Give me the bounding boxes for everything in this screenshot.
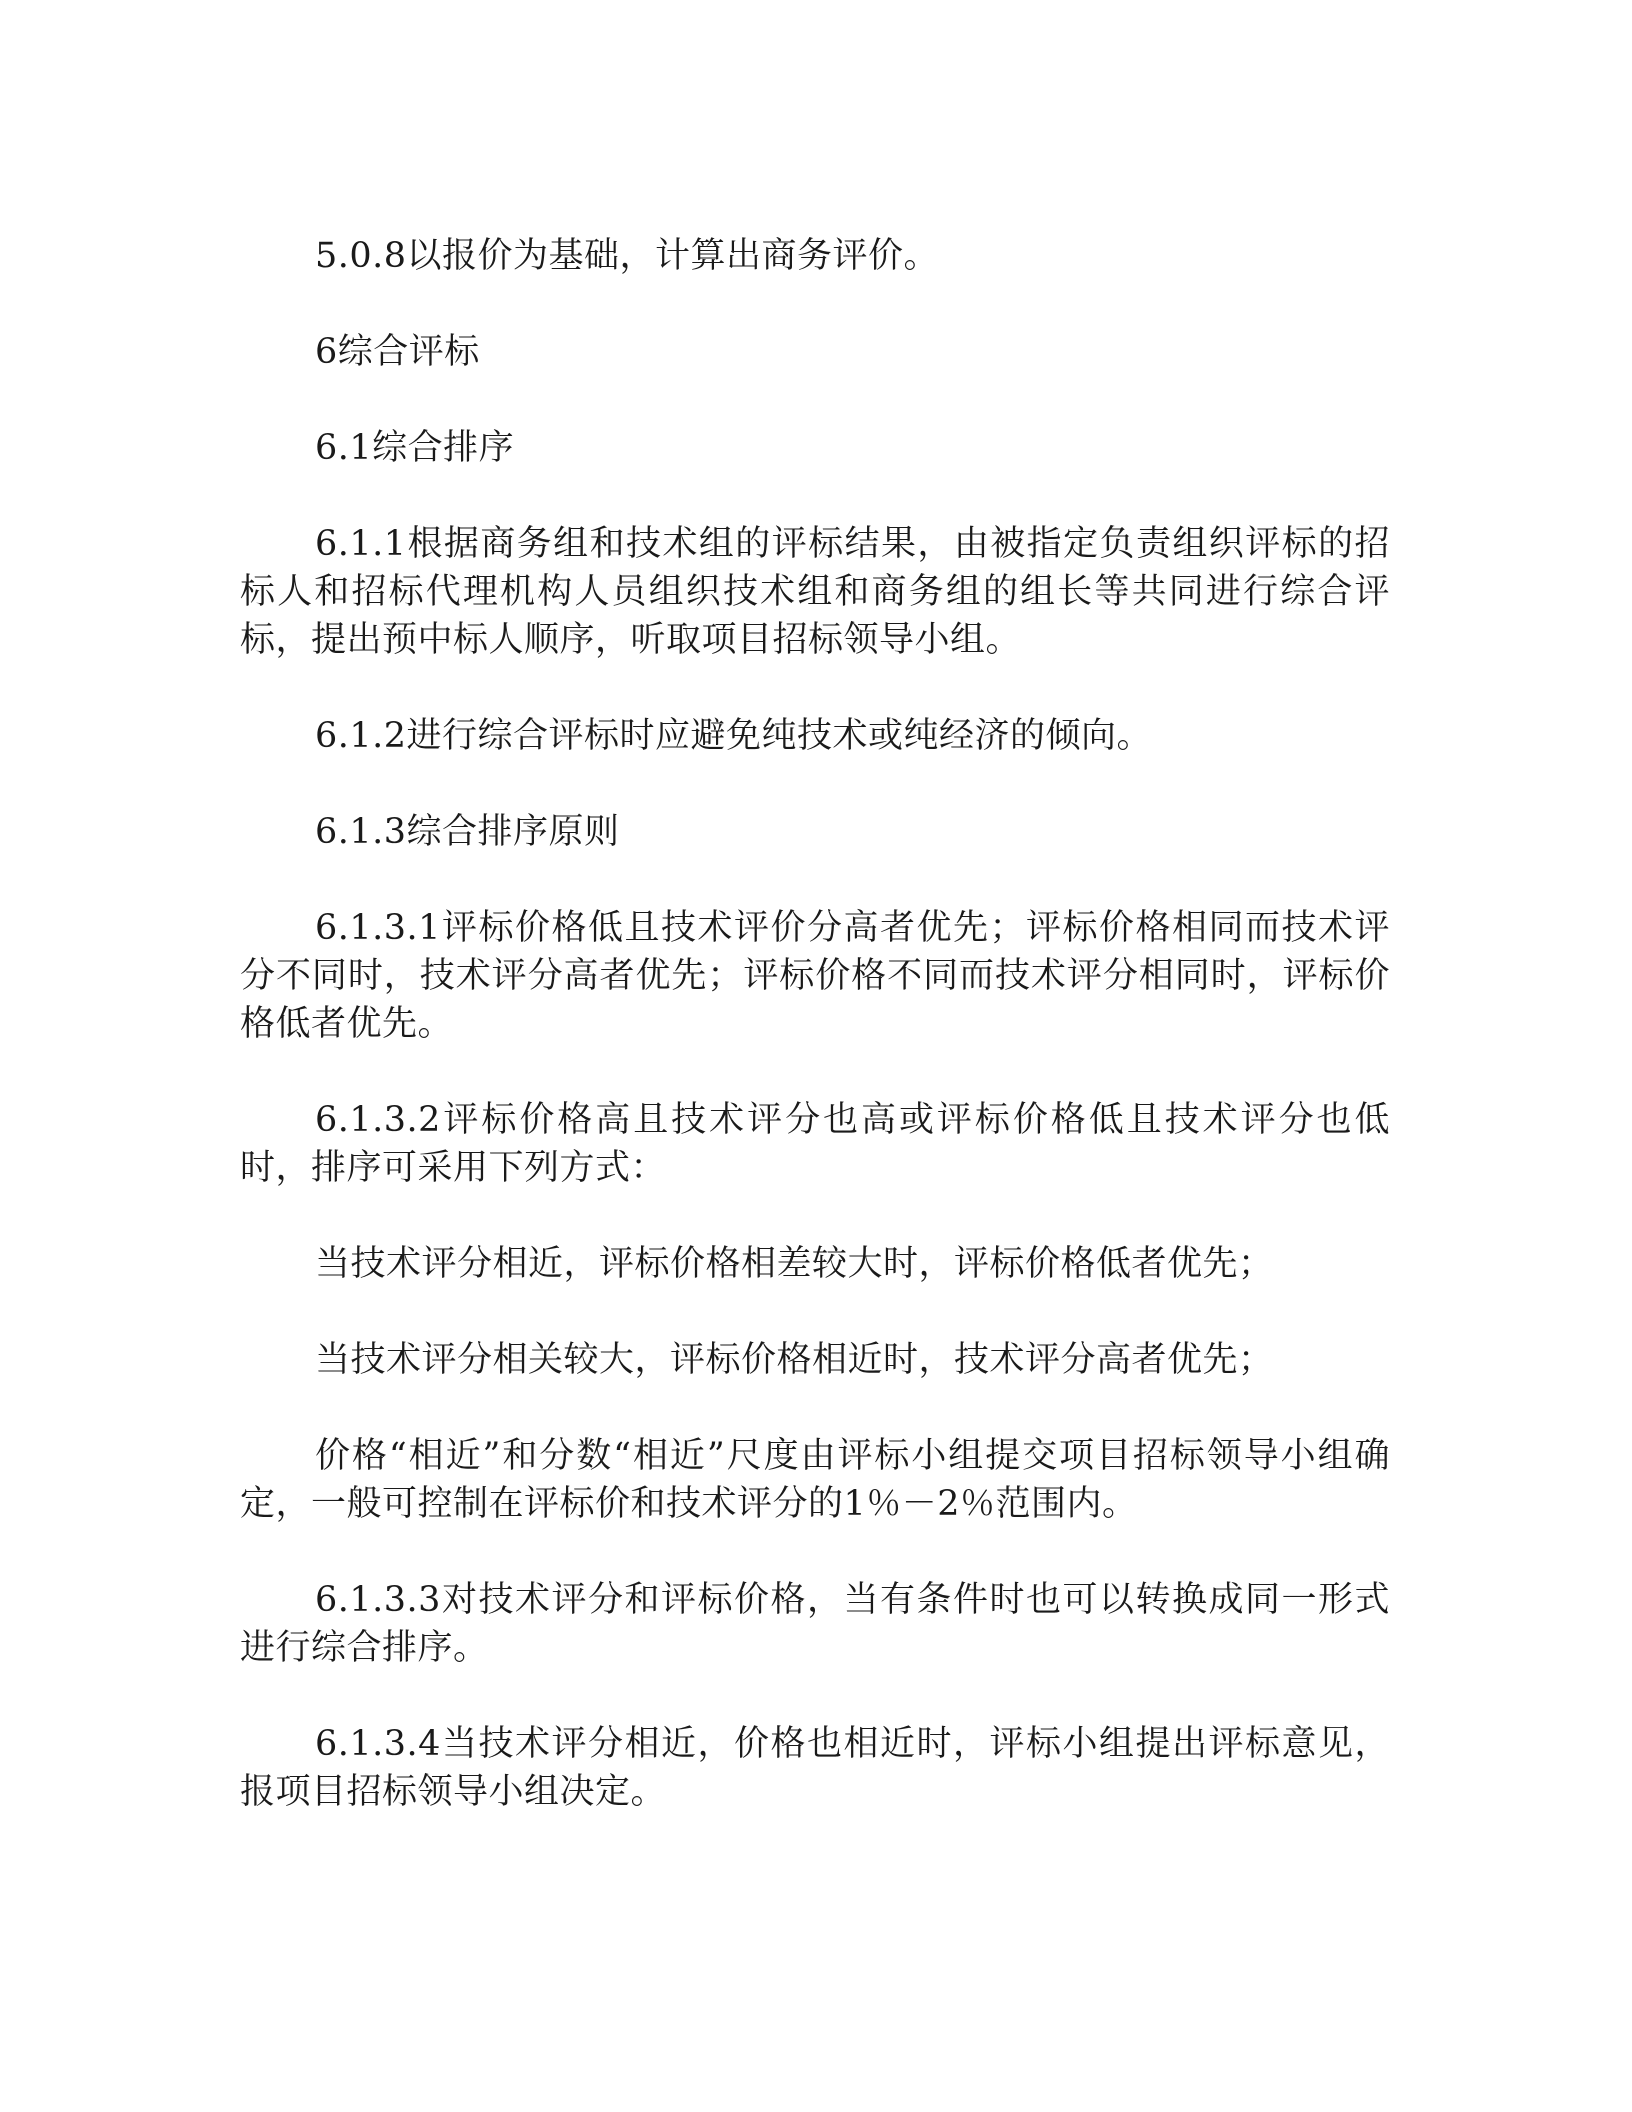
document-body	[240, 232, 1390, 1864]
paragraph-6-1-1: 6.1.1根据商务组和技术组的评标结果，由被指定负责组织评标的招标人和招标代理机构人员组织技术组和商务组的组长等共同进行综合评标，提出预中标人顺序，听取项目招标领导小组。	[240, 524, 1390, 660]
heading-section-6-1: 6.1综合排序	[315, 428, 515, 468]
paragraph-5-0-8: 5.0.8以报价为基础，计算出商务评价。	[315, 236, 940, 276]
paragraph-6-1-3-1: 6.1.3.1评标价格低且技术评价分高者优先；评标价格相同而技术评分不同时，技术评分高者优先；评标价格不同而技术评分相同时，评标价格低者优先。	[240, 908, 1390, 1044]
paragraph-6-1-3-4: 6.1.3.4当技术评分相近，价格也相近时，评标小组提出评标意见，报项目招标领导小组决定。	[240, 1724, 1390, 1812]
paragraph-6-1-3-3: 6.1.3.3对技术评分和评标价格，当有条件时也可以转换成同一形式进行综合排序。	[240, 1580, 1390, 1668]
paragraph-6-1-3-2: 6.1.3.2评标价格高且技术评分也高或评标价格低且技术评分也低时，排序可采用下列方式：	[240, 1100, 1390, 1188]
heading-section-6-1-3: 6.1.3综合排序原则	[315, 812, 620, 852]
paragraph-similarity-scale: 价格“相近”和分数“相近”尺度由评标小组提交项目招标领导小组确定，一般可控制在评标价和技术评分的1％－2％范围内。	[240, 1436, 1390, 1524]
paragraph-case-similar-tech: 当技术评分相近，评标价格相差较大时，评标价格低者优先；	[315, 1244, 1274, 1284]
heading-section-6: 6综合评标	[315, 332, 480, 372]
paragraph-6-1-2: 6.1.2进行综合评标时应避免纯技术或纯经济的倾向。	[315, 716, 1153, 756]
paragraph-case-similar-price: 当技术评分相关较大，评标价格相近时，技术评分高者优先；	[315, 1340, 1274, 1380]
